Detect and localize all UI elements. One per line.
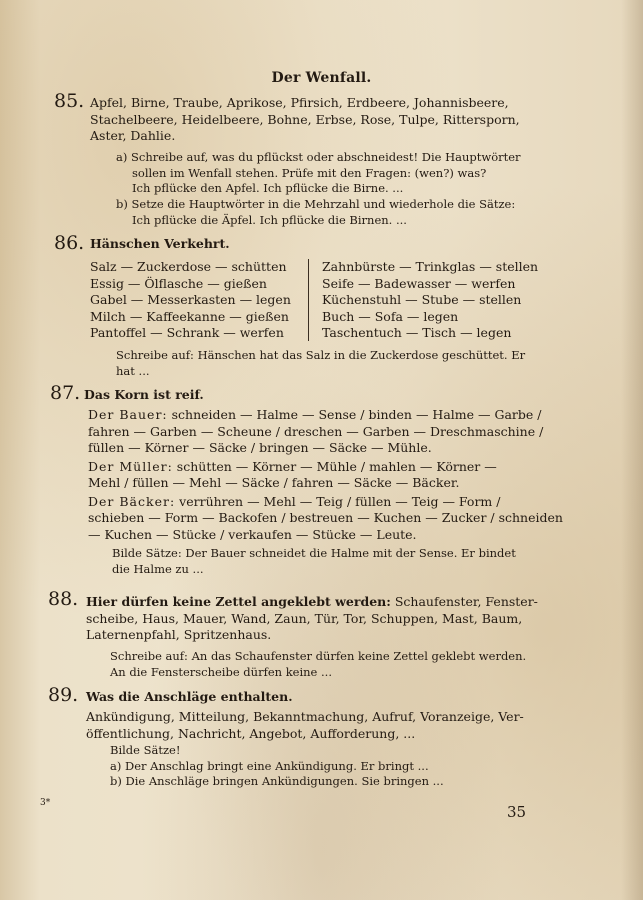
word-triple: Buch — Sofa — legen [322,308,459,324]
baecker-line: — Kuchen — Stücke / verkaufen — Stücke — Leute. [88,526,417,542]
task-a-line: Ich pflücke den Apfel. Ich pflücke die Birne. ... [132,181,404,195]
exercise-86-right-column [322,259,538,342]
exercise-86-task [116,348,616,379]
word-triple: Gabel — Messerkasten — legen [90,292,291,307]
task-line: Bilde Sätze! [110,743,181,757]
task-line: hat ... [116,363,150,378]
exercise-86-number: 86. [54,232,85,254]
exercise-88-number: 88. [48,588,79,610]
exercise-85-words-line: Stachelbeere, Heidelbeere, Bohne, Erbse, Rose, Tulpe, Rittersporn, [90,111,520,127]
exercise-87-number: 87. [50,382,81,404]
exercise-85-words-line: Apfel, Birne, Traube, Aprikose, Pfirsich, Erdbeere, Johannisbeere, [90,95,509,110]
exercise-85-task-b [116,197,616,228]
exercise-88-task [110,649,620,680]
word-list-line: Laternenpfahl, Spritzenhaus. [86,627,272,642]
exercise-87-task [112,546,617,577]
word-triple: Zahnbürste — Trinkglas — stellen [322,259,539,274]
exercise-85 [90,95,610,145]
exercise-86-title: Hänschen Verkehrt. [90,236,230,251]
bauer-line: fahren — Garben — Scheune / dreschen — Garben — Dreschmaschine / [88,423,544,439]
word-list-line: Schaufenster, Fenster- [394,594,538,609]
task-line: Schreibe auf: An das Schaufenster dürfen keine Zettel geklebt werden. [110,649,527,663]
word-triple: Milch — Kaffeekanne — gießen [90,308,289,324]
column-divider [308,259,309,341]
task-a-line: sollen im Wenfall stehen. Prüfe mit den Fragen: (wen?) was? [132,165,487,180]
baecker-label: Der Bäcker: [88,493,176,509]
exercise-85-number: 85. [54,90,85,112]
exercise-85-task-a [116,150,616,197]
exercise-89-task [110,743,615,790]
exercise-86-left-column [90,259,291,342]
task-b-line: b) Setze die Hauptwörter in die Mehrzahl und wiederhole die Sätze: [116,197,516,211]
word-triple: Essig — Ölflasche — gießen [90,275,267,291]
task-line: b) Die Anschläge bringen Ankündigungen. Sie bringen ... [110,774,444,788]
task-line: An die Fensterscheibe dürfen keine ... [110,664,332,679]
bauer-line: schneiden — Halme — Sense / binden — Halme — Garbe / [171,407,542,422]
task-a-line: a) Schreibe auf, was du pflückst oder abschneidest! Die Hauptwörter [116,150,521,164]
signature-mark: 3* [40,798,51,808]
bauer-label: Der Bauer: [88,407,168,422]
exercise-88-body [86,594,621,644]
page-edge-shadow [621,0,643,900]
word-triple: Salz — Zuckerdose — schütten [90,259,287,274]
word-triple: Seife — Badewasser — werfen [322,275,516,291]
word-list-line: Ankündigung, Mitteilung, Bekanntmachung, Aufruf, Voranzeige, Ver- [86,709,524,724]
baecker-line: verrühren — Mehl — Teig / füllen — Teig — Form / [179,493,501,509]
mueller-line: Mehl / füllen — Mehl — Säcke / fahren — Säcke — Bäcker. [88,475,460,490]
task-line: Bilde Sätze: Der Bauer schneidet die Halme mit der Sense. Er bindet [112,546,516,560]
task-line: Schreibe auf: Hänschen hat das Salz in die Zuckerdose geschüttet. Er [116,348,526,362]
exercise-85-words-line: Aster, Dahlie. [90,128,176,143]
mueller-label: Der Müller: [88,458,173,474]
word-list-line: scheibe, Haus, Mauer, Wand, Zaun, Tür, Tor, Schuppen, Mast, Baum, [86,610,523,626]
word-triple: Küchenstuhl — Stube — stellen [322,292,522,307]
word-list-line: öffentlichung, Nachricht, Angebot, Aufforderung, ... [86,725,416,741]
bauer-line: füllen — Körner — Säcke / bringen — Säcke — Mühle. [88,440,432,455]
page-number: 35 [507,803,527,821]
page-heading: Der Wenfall. [271,70,372,86]
task-line: die Halme zu ... [112,561,204,576]
word-triple: Taschentuch — Tisch — legen [322,325,512,340]
word-triple: Pantoffel — Schrank — werfen [90,325,284,340]
task-b-line: Ich pflücke die Äpfel. Ich pflücke die Birnen. ... [132,212,407,227]
task-line: a) Der Anschlag bringt eine Ankündigung. Er bringt ... [110,758,429,773]
exercise-88-title: Hier dürfen keine Zettel angeklebt werden: [86,594,391,609]
exercise-89-body [86,709,621,742]
mueller-line: schütten — Körner — Mühle / mahlen — Körner — [176,458,497,474]
exercise-89-number: 89. [48,684,79,706]
baecker-line: schieben — Form — Backofen / bestreuen — Kuchen — Zucker / schneiden [88,510,563,525]
exercise-87-body [88,407,618,543]
exercise-89-title: Was die Anschläge enthalten. [86,689,293,704]
exercise-87-title: Das Korn ist reif. [84,387,204,402]
